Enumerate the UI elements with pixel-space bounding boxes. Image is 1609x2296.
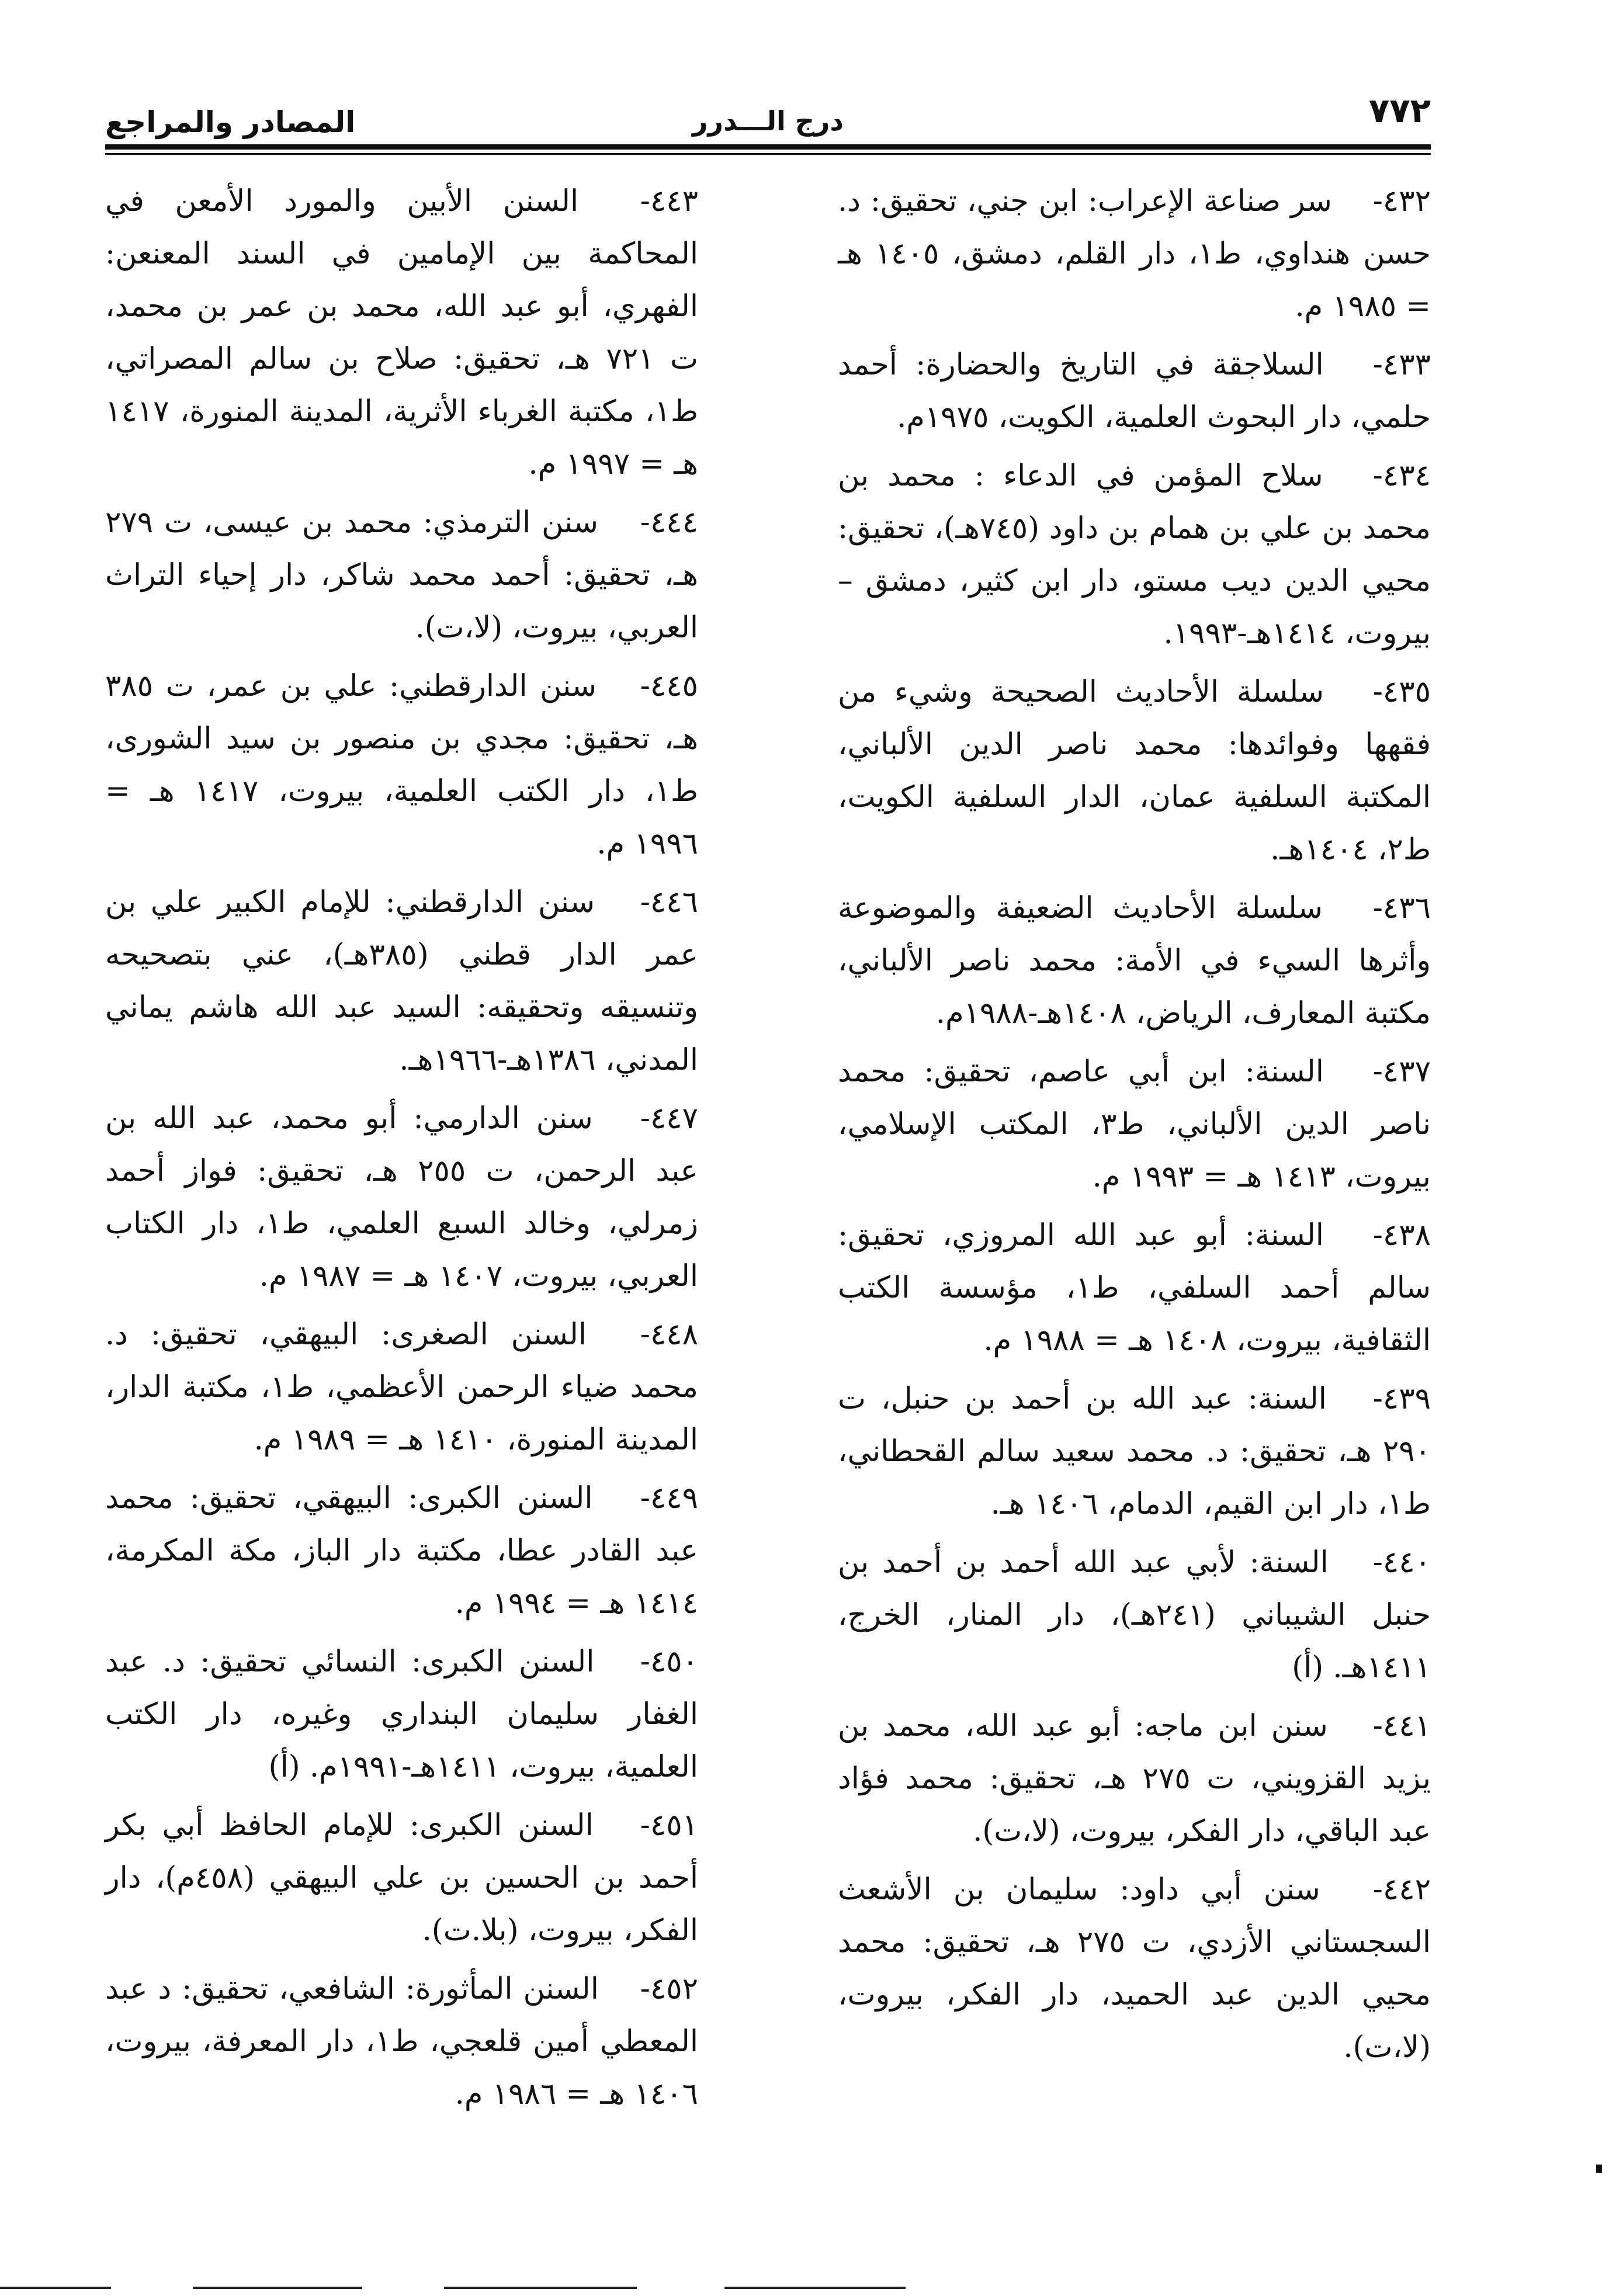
entry-number: ٤٤١ [1382, 1709, 1431, 1743]
scan-edge-line [724, 2287, 906, 2289]
bibliography-entry [105, 175, 698, 491]
entry-number: ٤٤٧ [650, 1101, 698, 1136]
entry-text: أبو عبد الله، محمد بن يزيد القزويني، ت ٢٧٥ هـ، تحقيق: محمد فؤاد عبد الباقي، دار الفكر، بيروت، (لا،ت). [838, 1709, 1431, 1848]
bibliography-entry [105, 660, 698, 870]
entry-number: ٤٤٣ [650, 184, 698, 218]
entry-text: الشافعي، تحقيق: د عبد المعطي أمين قلعجي، ط١، دار المعرفة، بيروت، ١٤٠٦ هـ = ١٩٨٦ م. [105, 1972, 698, 2111]
bibliography-entry [838, 1700, 1431, 1858]
running-title: درج الـــدرر [692, 105, 844, 137]
entry-text: ابن جني، تحقيق: د. حسن هنداوي، ط١، دار القلم، دمشق، ١٤٠٥ هـ = ١٩٨٥ م. [838, 184, 1431, 324]
left-column [105, 175, 698, 2127]
entry-heading: سنن أبي داود: [1119, 1872, 1320, 1907]
entry-heading: السنن الأبين والمورد الأمعن في المحاكمة بين الإمامين في السند المعنعن: [105, 184, 698, 271]
bibliography-entry [105, 1636, 698, 1794]
entry-text: عبد الله بن أحمد بن حنبل، ت ٢٩٠ هـ، تحقيق: د. محمد سعيد سالم القحطاني، ط١، دار ابن القيم، الدمام، ١٤٠٦ هـ. [838, 1382, 1431, 1521]
bibliography-entry [838, 666, 1431, 876]
entry-number: ٤٤٩ [650, 1481, 699, 1515]
entry-heading: السلاجقة في التاريخ والحضارة: [916, 348, 1324, 382]
bibliography-entry [838, 1209, 1431, 1367]
entry-heading: السنة: [1247, 1382, 1327, 1416]
entry-text: للإمام الكبير علي بن عمر الدار قطني (٣٨٥هـ)، عني بتصحيحه وتنسيقه وتحقيقه: السيد عبد الله هاشم يماني المدني، ١٣٨٦هـ-١٩٦٦هـ. [105, 885, 698, 1077]
entry-heading: السنن المأثورة: [405, 1972, 599, 2006]
entry-heading: سنن الدارقطني: [385, 885, 595, 920]
entry-separator: - [640, 1645, 650, 1679]
entry-separator: - [1372, 1055, 1383, 1089]
scan-edge-line [0, 2287, 111, 2289]
scan-edge-line [193, 2287, 362, 2289]
entry-heading: سنن الترمذي: [422, 505, 599, 540]
entry-heading: السنة: [1249, 1545, 1329, 1580]
entry-separator: - [1372, 184, 1383, 218]
entry-heading: السنن الصغرى: [381, 1317, 587, 1352]
entry-text: لأبي عبد الله أحمد بن أحمد بن حنبل الشيباني (٢٤١هـ)، دار المنار، الخرج، ١٤١١هـ. (أ) [838, 1545, 1431, 1685]
entry-separator: - [1372, 1872, 1383, 1907]
entry-separator: - [640, 1317, 650, 1352]
entry-separator: - [1372, 891, 1383, 925]
entry-heading: سلسلة الأحاديث الضعيفة والموضوعة وأثرها السيء في الأمة: [838, 891, 1431, 978]
entry-separator: - [640, 505, 650, 540]
entry-text: علي بن عمر، ت ٣٨٥ هـ، تحقيق: مجدي بن منصور بن سيد الشورى، ط١، دار الكتب العلمية، بيروت، ١٤١٧ هـ = ١٩٩٦ م. [105, 669, 698, 861]
entry-separator: - [1372, 1545, 1383, 1580]
bibliography-entry [838, 1864, 1431, 2074]
section-title: المصادر والمراجع [105, 105, 356, 139]
bibliography-entry [105, 497, 698, 654]
bibliography-entry [838, 882, 1431, 1040]
entry-text: محمد بن محمد بن علي بن همام بن داود (٧٤٥هـ)، تحقيق: محيي الدين ديب مستو، دار ابن كثير، دمشق – بيروت، ١٤١٤هـ-١٩٩٣. [838, 459, 1431, 651]
entry-heading: السنة: [1244, 1055, 1324, 1089]
header-rule-thin [105, 153, 1431, 155]
entry-text: أبو عبد الله المروزي، تحقيق: سالم أحمد السلفي، ط١، مؤسسة الكتب الثقافية، بيروت، ١٤٠٨ هـ = ١٩٨٨ م. [838, 1218, 1431, 1358]
bibliography-entry [838, 1046, 1431, 1204]
entry-heading: سنن الدارمي: [413, 1101, 593, 1136]
entry-number: ٤٥٠ [650, 1645, 698, 1679]
bibliography-entry [838, 450, 1431, 660]
entry-separator: - [1372, 675, 1383, 709]
entry-separator: - [640, 1481, 650, 1515]
entry-separator: - [1372, 1382, 1383, 1416]
entry-number: ٤٤٨ [650, 1317, 698, 1352]
entry-text: الفهري، أبو عبد الله، محمد بن عمر بن محمد، ت ٧٢١ هـ، تحقيق: صلاح بن سالم المصراتي، ط١، مكتبة الغرباء الأثرية، المدينة المنورة، ١٤١٧ هـ = ١٩٩٧ م. [105, 289, 698, 481]
entry-number: ٤٣٣ [1382, 348, 1431, 382]
entry-number: ٤٣٢ [1382, 184, 1431, 218]
entry-text: البيهقي، تحقيق: د. محمد ضياء الرحمن الأعظمي، ط١، مكتبة الدار، المدينة المنورة، ١٤١٠ هـ = ١٩٨٩ م. [105, 1317, 698, 1457]
margin-mark [1596, 2165, 1602, 2173]
entry-number: ٤٣٦ [1382, 891, 1431, 925]
entry-heading: السنن الكبرى: [411, 1645, 595, 1679]
entry-number: ٤٤٥ [650, 669, 699, 703]
page-number: ٧٧٢ [1368, 91, 1431, 130]
bibliography-entry [105, 1472, 698, 1630]
entry-separator: - [640, 885, 650, 920]
bibliography-entry [838, 339, 1431, 444]
entry-separator: - [640, 184, 650, 218]
entry-separator: - [640, 1972, 650, 2006]
entry-heading: سنن الدارقطني: [389, 669, 597, 703]
entry-separator: - [1372, 1218, 1383, 1253]
entry-heading: السنة: [1244, 1218, 1324, 1253]
entry-text: سليمان بن الأشعث السجستاني الأزدي، ت ٢٧٥ هـ، تحقيق: محمد محيي الدين عبد الحميد، دار الفكر، بيروت، (لا،ت). [838, 1872, 1431, 2065]
entry-heading: سنن ابن ماجه: [1134, 1709, 1328, 1743]
entry-separator: - [640, 1808, 650, 1843]
scan-edge-line [444, 2287, 637, 2289]
bibliography-entry [105, 1799, 698, 1957]
entry-separator: - [1372, 459, 1383, 493]
bibliography-entry [105, 876, 698, 1087]
entry-text: البيهقي، تحقيق: محمد عبد القادر عطا، مكتبة دار الباز، مكة المكرمة، ١٤١٤ هـ = ١٩٩٤ م. [105, 1481, 698, 1621]
entry-separator: - [640, 669, 650, 703]
entry-number: ٤٥٢ [650, 1972, 699, 2006]
entry-heading: سلاح المؤمن في الدعاء : [974, 459, 1323, 493]
entry-separator: - [1372, 348, 1383, 382]
entry-number: ٤٣٧ [1382, 1055, 1431, 1089]
entry-text: ابن أبي عاصم، تحقيق: محمد ناصر الدين الألباني، ط٣، المكتب الإسلامي، بيروت، ١٤١٣ هـ = ١٩٩٣ م. [838, 1055, 1431, 1194]
entry-number: ٤٤٢ [1382, 1872, 1431, 1907]
running-header [105, 88, 1431, 152]
entry-text: محمد ناصر الدين الألباني، المكتبة السلفية عمان، الدار السلفية الكويت، ط٢، ١٤٠٤هـ. [838, 727, 1431, 867]
entry-number: ٤٣٨ [1382, 1218, 1431, 1253]
bibliography-entry [105, 1309, 698, 1466]
right-column [838, 175, 1431, 2080]
entry-number: ٤٤٠ [1382, 1545, 1431, 1580]
entry-number: ٤٣٩ [1382, 1382, 1431, 1416]
bibliography-entry [838, 175, 1431, 333]
entry-number: ٤٣٥ [1382, 675, 1431, 709]
entry-text: للإمام الحافظ أبي بكر أحمد بن الحسين بن علي البيهقي (٤٥٨م)، دار الفكر، بيروت، (بلا.ت). [105, 1808, 698, 1948]
header-rule [105, 144, 1431, 150]
entry-text: محمد بن عيسى، ت ٢٧٩ هـ، تحقيق: أحمد محمد شاكر، دار إحياء التراث العربي، بيروت، (لا،ت). [105, 505, 698, 645]
entry-number: ٤٥١ [650, 1808, 698, 1843]
entry-text: أحمد حلمي، دار البحوث العلمية، الكويت، ١٩٧٥م. [838, 348, 1431, 435]
entry-heading: السنن الكبرى: [408, 1481, 593, 1515]
entry-text: محمد ناصر الألباني، مكتبة المعارف، الرياض، ١٤٠٨هـ-١٩٨٨م. [838, 944, 1431, 1031]
bibliography-entry [105, 1963, 698, 2121]
entry-text: النسائي تحقيق: د. عبد الغفار سليمان البنداري وغيره، دار الكتب العلمية، بيروت، ١٤١١هـ-١٩٩١م. (أ) [105, 1645, 698, 1784]
bibliography-entry [838, 1537, 1431, 1694]
entry-number: ٤٤٤ [650, 505, 698, 540]
entry-number: ٤٣٤ [1382, 459, 1431, 493]
bibliography-entry [838, 1373, 1431, 1531]
entry-separator: - [1372, 1709, 1383, 1743]
entry-number: ٤٤٦ [650, 885, 698, 920]
entry-text: أبو محمد، عبد الله بن عبد الرحمن، ت ٢٥٥ هـ، تحقيق: فواز أحمد زمرلي، وخالد السبع العلمي، ط١، دار الكتاب العربي، بيروت، ١٤٠٧ هـ = ١٩٨٧ م. [105, 1101, 698, 1293]
entry-heading: السنن الكبرى: [409, 1808, 594, 1843]
bibliography-entry [105, 1092, 698, 1303]
entry-separator: - [640, 1101, 650, 1136]
entry-heading: سلسلة الأحاديث الصحيحة وشيء من فقهها وفوائدها: [838, 675, 1431, 762]
entry-heading: سر صناعة الإعراب: [1087, 184, 1332, 218]
